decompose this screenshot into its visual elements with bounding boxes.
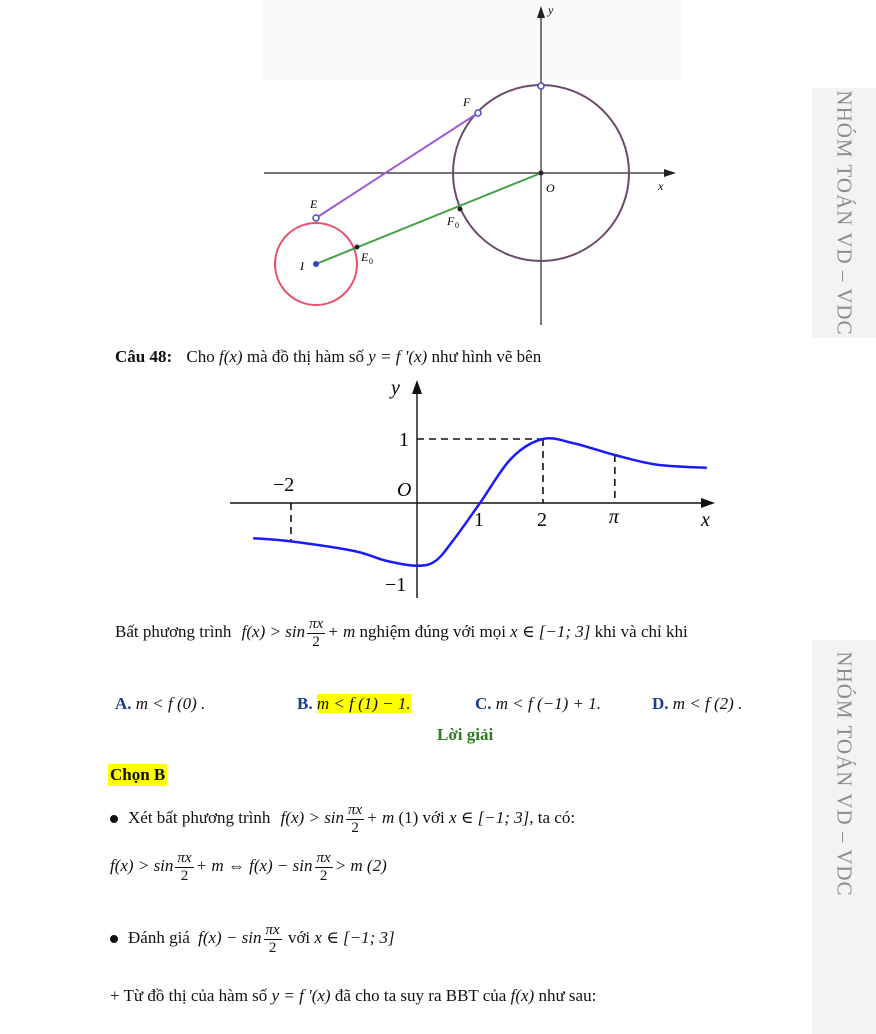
step2-fraction-2	[315, 850, 333, 885]
y-tick-1: 1	[399, 429, 409, 451]
point-top	[538, 83, 544, 89]
solution-title: Lời giải	[437, 725, 494, 744]
step1-fraction	[346, 802, 364, 837]
step4-mid: đã cho ta suy ra BBT của	[334, 986, 507, 1005]
y-tick-neg1: −1	[385, 574, 407, 596]
step2-fraction-1-num: πx	[177, 849, 192, 866]
label-F0-sub: 0	[455, 221, 459, 230]
chart-tick-labels	[273, 429, 620, 596]
bullet-icon	[110, 935, 118, 943]
step1-domain: x ∈ [−1; 3]	[449, 808, 530, 827]
point-O	[539, 171, 544, 176]
question-line	[115, 346, 541, 368]
step2-fraction-1	[175, 850, 193, 885]
question-intro-pre: Cho	[186, 347, 215, 366]
step3-fraction-den: 2	[268, 939, 277, 956]
step2-a: f(x) > sin	[110, 856, 174, 875]
option-a-text: m < f (0) .	[135, 694, 206, 713]
chart-x-arrow	[701, 498, 715, 508]
label-I: I	[300, 259, 304, 273]
step2-fraction-1-den: 2	[180, 867, 189, 884]
problem-text-3: khi và chỉ khi	[594, 622, 688, 641]
sidebar-top	[812, 88, 876, 338]
step1-fraction-num: πx	[348, 801, 363, 818]
label-E0-sub: 0	[369, 257, 373, 266]
x-axis-label: x	[658, 179, 664, 193]
step3-fx: f(x) − sin	[198, 928, 262, 947]
question-number: Câu 48:	[115, 347, 173, 366]
option-a-label: A.	[115, 694, 132, 713]
label-E: E	[310, 197, 318, 211]
chart-guides	[291, 439, 615, 541]
chart-x-label: x	[701, 509, 710, 531]
x-axis-arrow	[664, 169, 676, 177]
option-b-label: B.	[297, 694, 313, 713]
sidebar-bottom	[812, 640, 876, 1034]
point-F	[475, 110, 481, 116]
circles-figure	[250, 0, 690, 330]
problem-fx: f(x) > sin	[241, 622, 306, 641]
label-E0: E	[361, 250, 369, 264]
chart-y-arrow	[412, 380, 422, 394]
step1-m: + m	[366, 808, 395, 827]
step2-fraction-2-num: πx	[316, 849, 331, 866]
step1-post2: , ta có:	[529, 808, 576, 827]
solution-choice: Chọn B	[110, 765, 166, 784]
point-E	[313, 215, 319, 221]
step2-c: > m (2)	[334, 856, 387, 875]
step1-pre: Xét bất phương trình	[128, 808, 271, 827]
step4-fx: f(x)	[510, 986, 535, 1005]
chart-y-label: y	[391, 377, 400, 399]
option-a	[115, 693, 205, 715]
point-E0	[355, 245, 360, 250]
segment-IO	[316, 173, 541, 264]
step1-fraction-den: 2	[351, 819, 359, 836]
chart-origin-label: O	[397, 479, 412, 501]
step1-fx: f(x) > sin	[280, 808, 345, 827]
option-d	[652, 693, 742, 715]
label-F0: F	[447, 214, 455, 228]
problem-domain: x ∈ [−1; 3]	[510, 622, 591, 641]
figure-background	[262, 0, 682, 80]
problem-text-2: nghiệm đúng với mọi	[359, 622, 506, 641]
x-tick-2: 2	[537, 509, 547, 531]
derivative-curve	[253, 438, 707, 565]
option-b	[297, 693, 411, 715]
option-d-text: m < f (2) .	[672, 694, 743, 713]
problem-m: + m	[327, 622, 356, 641]
option-c-text: m < f (−1) + 1.	[495, 694, 602, 713]
step1-post1: (1) với	[398, 808, 445, 827]
step3-pre: Đánh giá	[128, 928, 190, 947]
x-tick-pi: π	[608, 506, 619, 528]
sidebar-label: NHÓM TOÁN VD – VDC	[832, 90, 857, 336]
bullet-icon	[110, 815, 118, 823]
solution-step-1	[110, 800, 575, 837]
step3-fraction	[264, 922, 282, 957]
step3-domain: x ∈ [−1; 3]	[314, 928, 395, 947]
step2-b: + m ⇔ f(x) − sin	[195, 856, 313, 875]
step3-fraction-num: πx	[265, 921, 280, 938]
origin-label: O	[546, 181, 555, 195]
y-axis-label: y	[548, 3, 554, 17]
x-tick-1: 1	[474, 509, 484, 531]
problem-statement	[115, 614, 688, 651]
option-b-text: m < f (1) − 1.	[316, 694, 411, 713]
problem-fraction	[307, 616, 325, 651]
step4-eq: y = f '(x)	[271, 986, 331, 1005]
problem-fraction-num: πx	[309, 615, 324, 632]
problem-fraction-den: 2	[312, 633, 320, 650]
solution-step-2	[110, 848, 387, 885]
x-tick-neg2: −2	[273, 474, 295, 496]
question-intro-mid: mà đồ thị hàm số	[246, 347, 364, 366]
step3-post: với	[287, 928, 311, 947]
question-intro-post: như hình vẽ bên	[431, 347, 542, 366]
step2-fraction-2-den: 2	[319, 867, 328, 884]
point-I	[313, 261, 319, 267]
step4-post: như sau:	[538, 986, 597, 1005]
option-c-label: C.	[475, 694, 492, 713]
problem-text-1: Bất phương trình	[115, 622, 232, 641]
label-F: F	[463, 95, 471, 109]
option-d-label: D.	[652, 694, 669, 713]
step4-pre: + Từ đồ thị của hàm số	[110, 986, 268, 1005]
sidebar-label: NHÓM TOÁN VD – VDC	[832, 651, 857, 897]
question-eq: y = f '(x)	[368, 347, 428, 366]
solution-step-3	[110, 920, 395, 957]
question-fx: f(x)	[219, 347, 243, 366]
point-F0	[458, 207, 463, 212]
derivative-chart	[225, 372, 725, 600]
option-c	[475, 693, 601, 715]
solution-step-4	[110, 985, 596, 1007]
